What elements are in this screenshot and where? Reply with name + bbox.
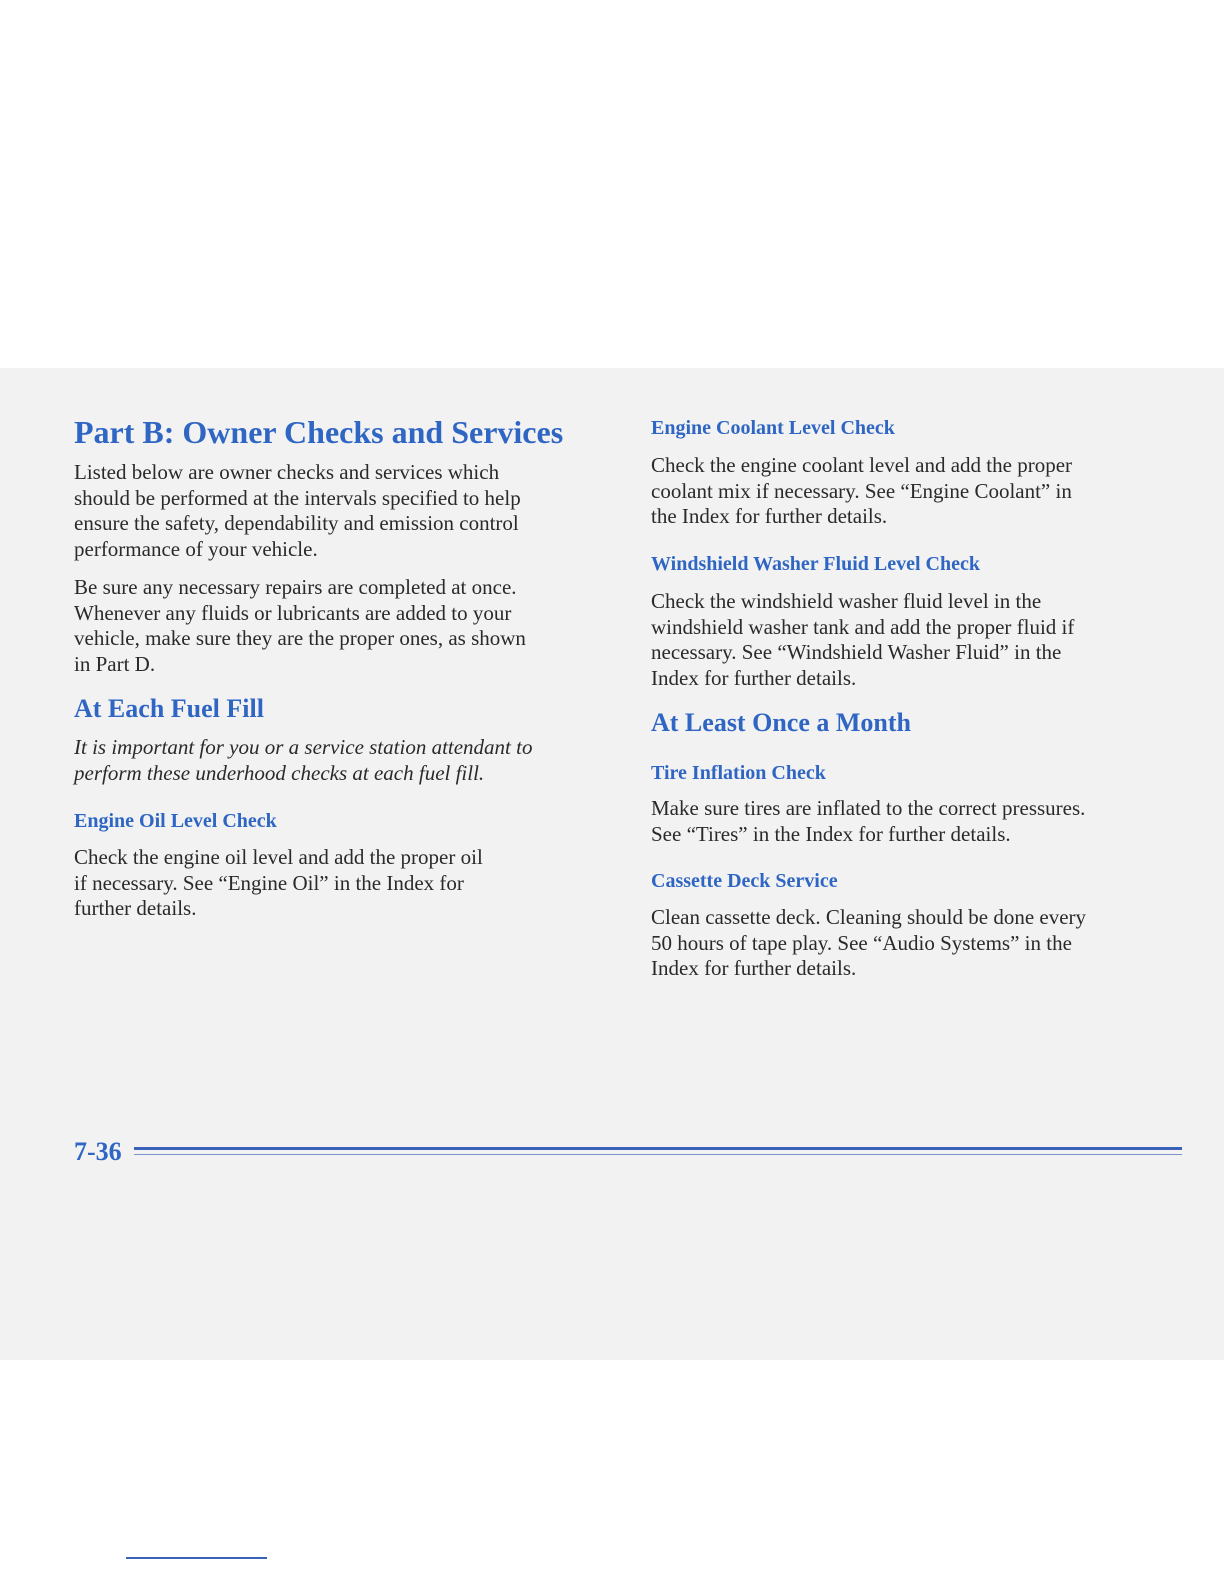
bottom-divider <box>126 1557 267 1559</box>
text-line: performance of your vehicle. <box>74 536 318 561</box>
footer-rule <box>134 1147 1182 1157</box>
text-line: Clean cassette deck. Cleaning should be done every <box>651 905 1087 929</box>
repairs-paragraph <box>74 575 526 677</box>
section-heading-fuel-fill: At Each Fuel Fill <box>74 694 264 723</box>
text-line: Index for further details. <box>651 956 857 980</box>
footer-rule-thick <box>134 1147 1182 1150</box>
text-line: See “Tires” in the Index for further details. <box>651 821 1011 846</box>
text-line: if necessary. See “Engine Oil” in the Index for <box>74 870 464 895</box>
cassette-deck-paragraph <box>651 905 1086 982</box>
section-heading-once-a-month: At Least Once a Month <box>651 708 911 737</box>
text-line: should be performed at the intervals specified to help <box>74 485 521 510</box>
text-line: Check the engine oil level and add the proper oil <box>74 845 483 869</box>
text-line: coolant mix if necessary. See “Engine Coolant” in <box>651 478 1072 503</box>
text-line: in Part D. <box>74 651 156 676</box>
text-line: Whenever any fluids or lubricants are added to your <box>74 600 512 625</box>
text-line: It is important for you or a service station attendant to <box>74 735 533 759</box>
text-line: 50 hours of tape play. See “Audio Systems” in the <box>651 930 1072 955</box>
manual-page <box>0 368 1224 1360</box>
page-title: Part B: Owner Checks and Services <box>74 414 564 450</box>
subheading-cassette-deck: Cassette Deck Service <box>651 870 838 892</box>
text-line: further details. <box>74 896 197 920</box>
text-line: necessary. See “Windshield Washer Fluid” in the <box>651 640 1062 664</box>
intro-paragraph <box>74 460 521 562</box>
text-line: Check the windshield washer fluid level in the <box>651 589 1042 613</box>
text-line: ensure the safety, dependability and emission control <box>74 511 519 535</box>
text-line: perform these underhood checks at each fuel fill. <box>74 760 485 785</box>
engine-oil-paragraph <box>74 845 483 922</box>
text-line: the Index for further details. <box>651 504 888 528</box>
washer-fluid-paragraph <box>651 589 1074 691</box>
subheading-tire-inflation: Tire Inflation Check <box>651 762 826 784</box>
text-line: vehicle, make sure they are the proper ones, as shown <box>74 626 526 650</box>
tire-inflation-paragraph <box>651 796 1085 847</box>
text-line: windshield washer tank and add the proper fluid if <box>651 614 1075 639</box>
text-line: Listed below are owner checks and services which <box>74 460 500 484</box>
engine-coolant-paragraph <box>651 453 1072 530</box>
text-line: Make sure tires are inflated to the correct pressures. <box>651 796 1086 820</box>
subheading-engine-coolant: Engine Coolant Level Check <box>651 417 895 439</box>
text-line: Check the engine coolant level and add the proper <box>651 453 1073 477</box>
page-number: 7-36 <box>74 1137 122 1166</box>
fuel-fill-note <box>74 735 532 786</box>
text-line: Index for further details. <box>651 665 857 690</box>
text-line: Be sure any necessary repairs are completed at once. <box>74 575 517 599</box>
footer-rule-thin <box>134 1154 1182 1155</box>
subheading-washer-fluid: Windshield Washer Fluid Level Check <box>651 553 980 575</box>
subheading-engine-oil: Engine Oil Level Check <box>74 810 277 832</box>
